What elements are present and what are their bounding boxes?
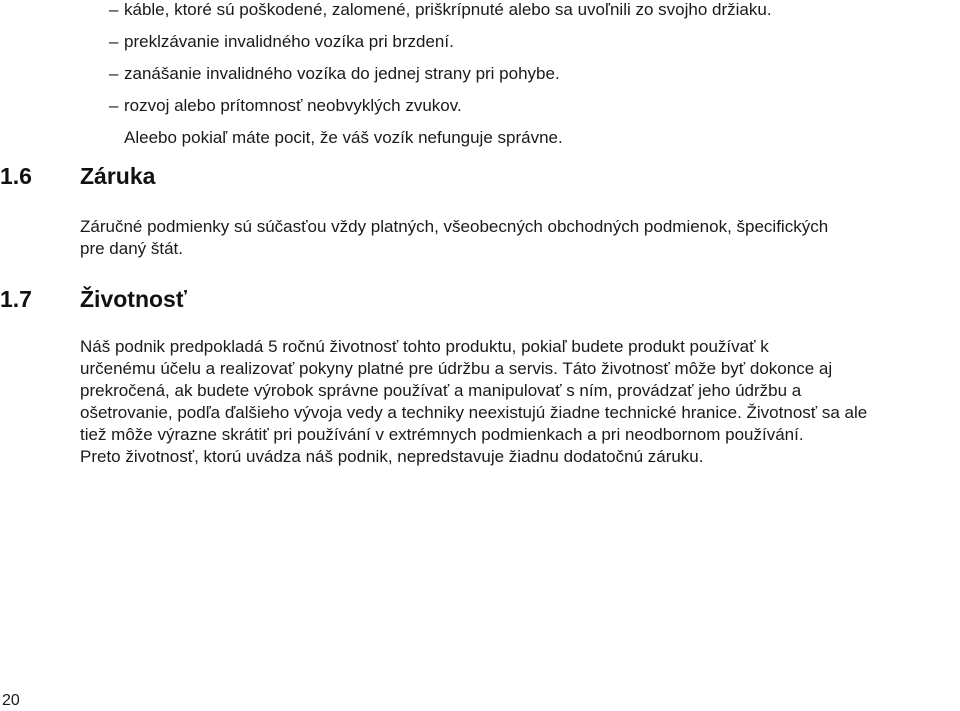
section-body [80,216,828,260]
list-item: preklzávanie invalidného vozíka pri brzdení. [124,32,454,51]
paragraph-line: pre daný štát. [80,239,184,258]
section-title: Záruka [80,163,156,189]
page-number: 20 [2,692,20,709]
paragraph-line: Náš podnik predpokladá 5 ročnú životnosť tohto produktu, pokiaľ budete produkt používať k [80,337,769,356]
section-number: 1.6 [0,163,32,189]
paragraph-line: Záručné podmienky sú súčasťou vždy platných, všeobecných obchodných podmienok, špecifických [80,217,829,236]
section-title: Životnosť [80,286,187,312]
section-number: 1.7 [0,286,32,312]
paragraph-line: prekročená, ak budete výrobok správne používať a manipulovať s ním, provádzať jeho údržbu a [80,381,802,400]
list-item: káble, ktoré sú poškodené, zalomené, priškrípnuté alebo sa uvoľnili zo svojho držiaku. [124,0,772,19]
section-body [80,336,867,468]
list-bullet: – [109,32,119,51]
paragraph-line: Preto životnosť, ktorú uvádza náš podnik, nepredstavuje žiadnu dodatočnú záruku. [80,447,704,466]
list-bullet: – [109,96,119,115]
list-item: rozvoj alebo prítomnosť neobvyklých zvukov. [124,96,462,115]
paragraph-line: tiež môže výrazne skrátiť pri používání v extrémnych podmienkach a pri neodbornom používání. [80,425,804,444]
closing-line: Aleebo pokiaľ máte pocit, že váš vozík nefunguje správne. [124,128,563,147]
paragraph-line: ošetrovanie, podľa ďalšieho vývoja vedy a techniky neexistujú žiadne technické hranice. Životnosť sa ale [80,403,868,422]
list-item: zanášanie invalidného vozíka do jednej strany pri pohybe. [124,64,560,83]
paragraph-line: určenému účelu a realizovať pokyny platné pre údržbu a servis. Táto životnosť môže byť dokonce aj [80,359,833,378]
list-bullet: – [109,0,119,19]
list-bullet: – [109,64,119,83]
